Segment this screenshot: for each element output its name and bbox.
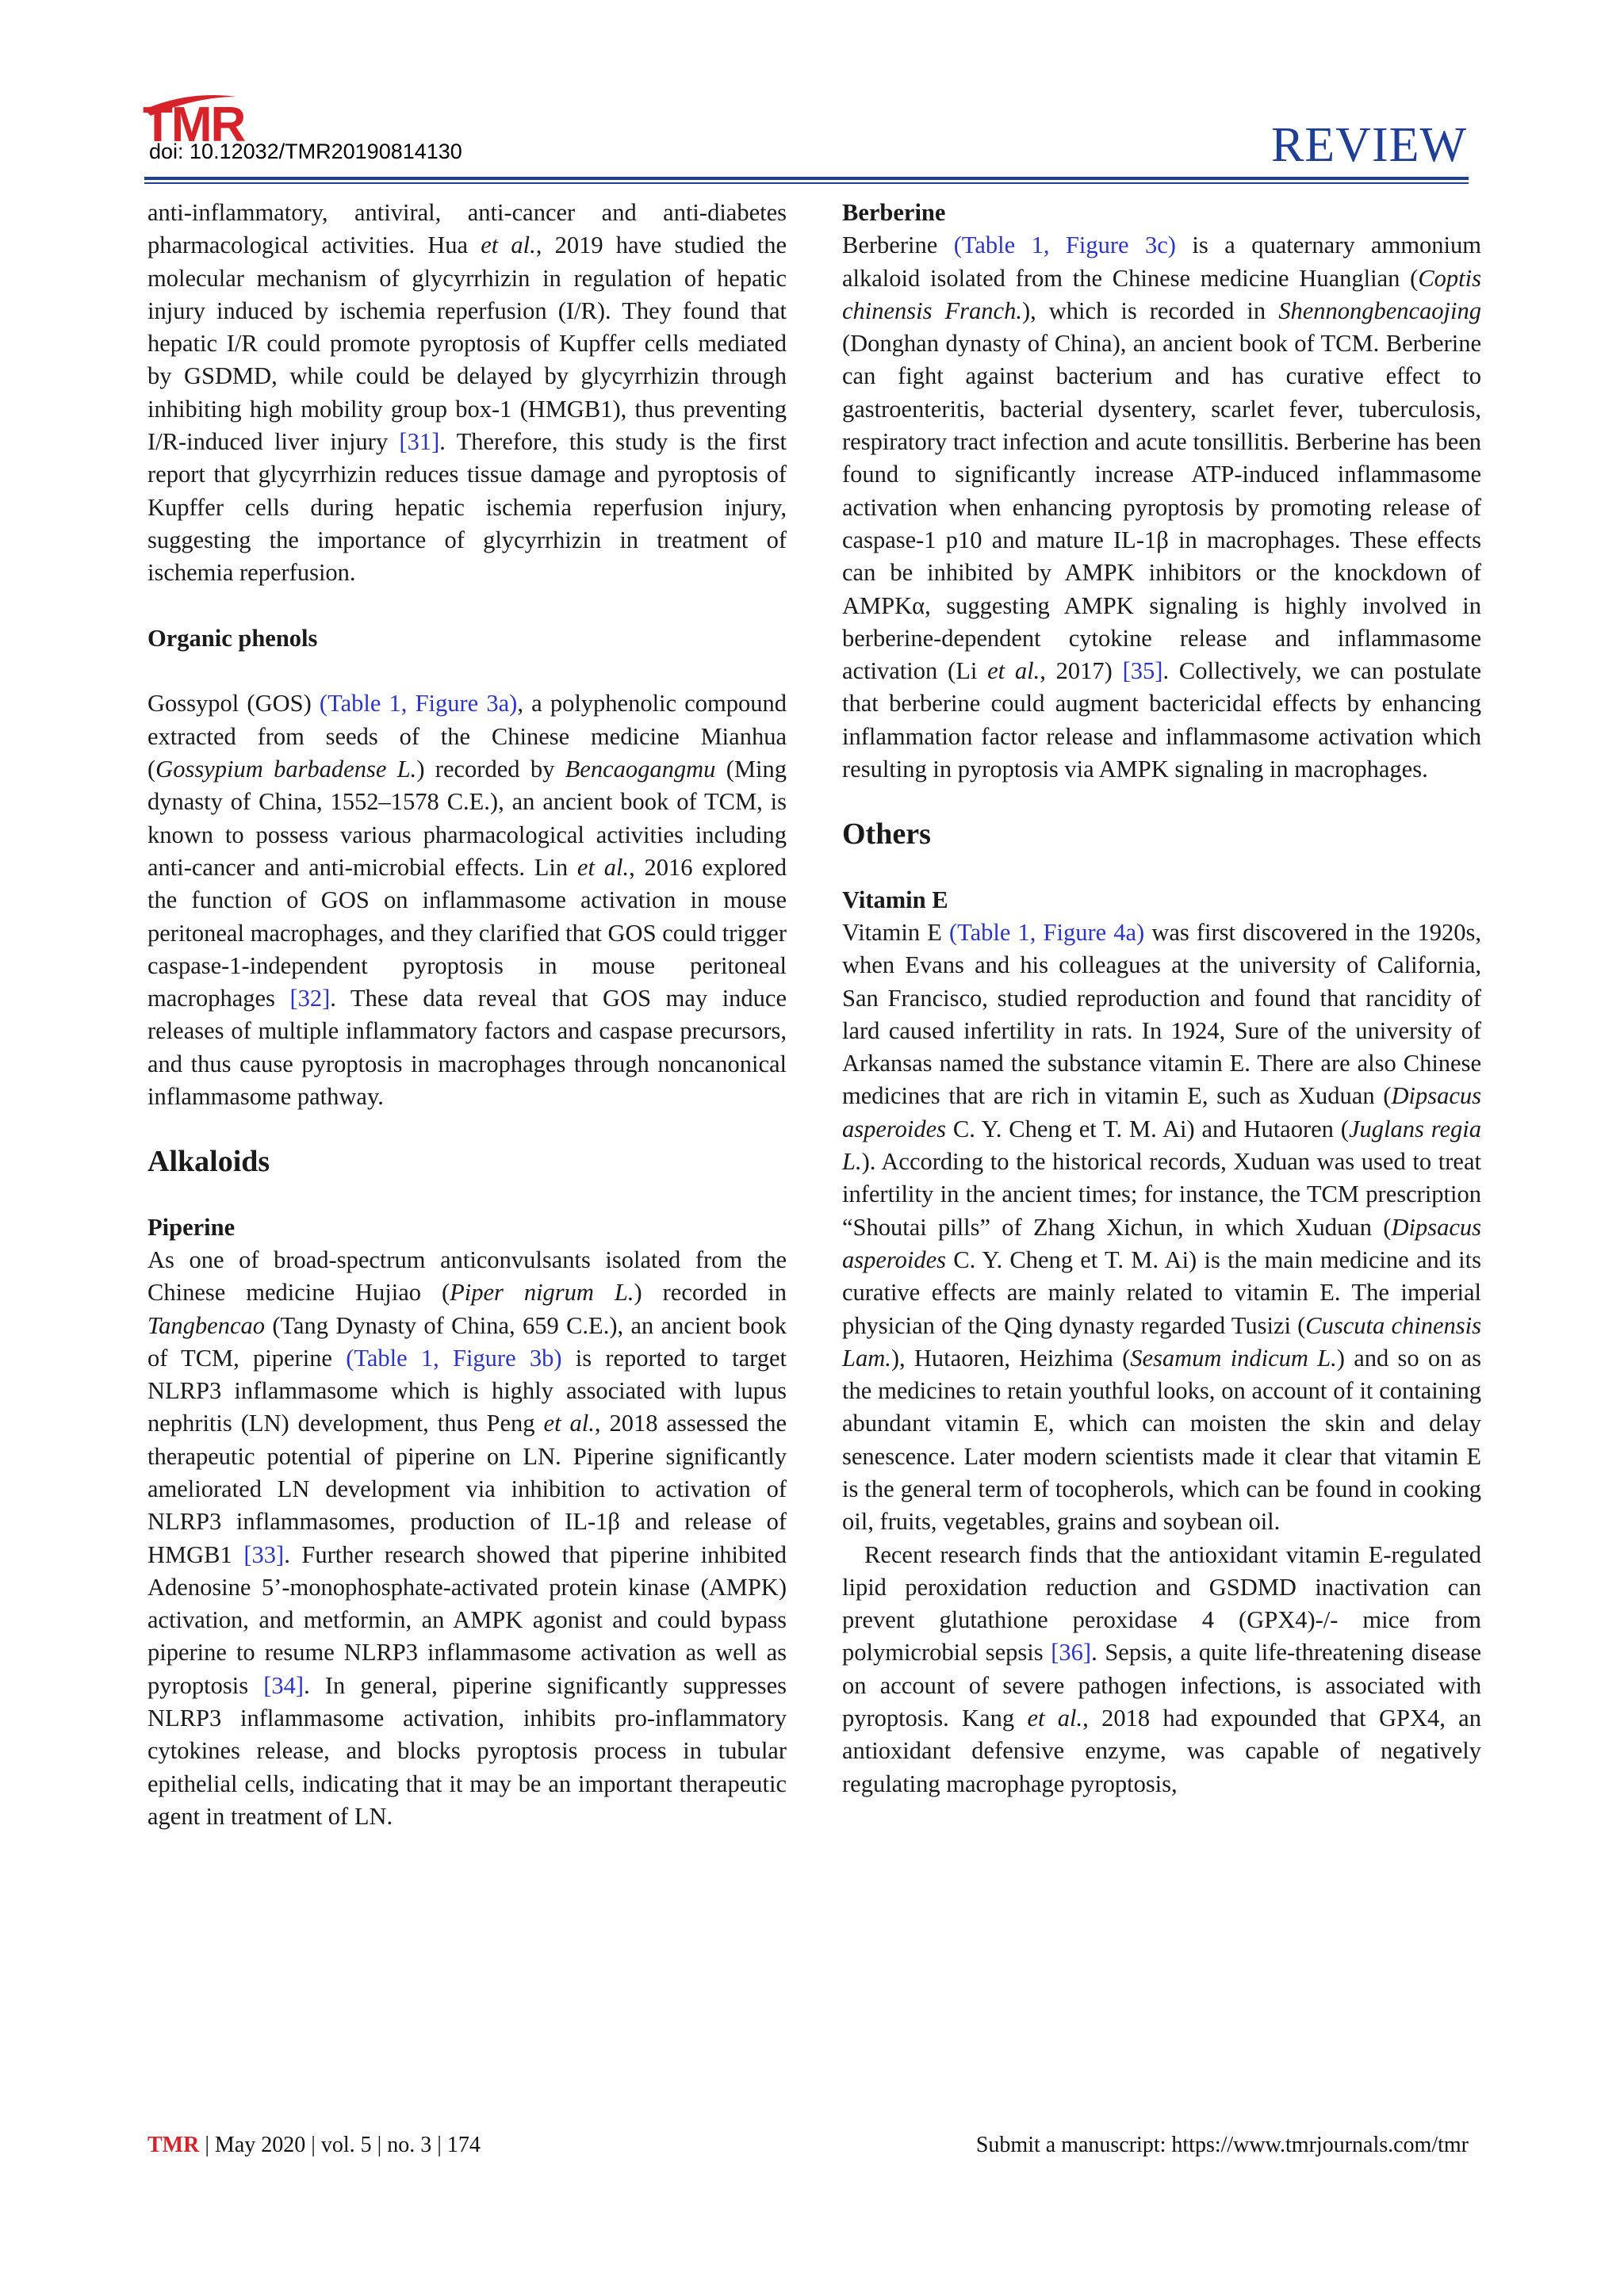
- figure-link[interactable]: (Table 1, Figure 4a): [948, 918, 1145, 946]
- subheading-vitamin-e: Vitamin E: [842, 886, 948, 913]
- doi: doi: 10.12032/TMR20190814130: [149, 140, 462, 163]
- subheading-berberine: Berberine: [842, 199, 946, 226]
- citation-link[interactable]: [33]: [243, 1540, 285, 1568]
- subheading-piperine: Piperine: [147, 1213, 236, 1241]
- paragraph: anti-inflammatory, antiviral, anti-cancer and anti-diabetes pharmacological activities. Hua et al., 2019 have studied the molecular mechanism of glycyrrhizin in regulation of hepatic injury induced by ischemia reperfusion (I/R). They found that hepatic I/R could promote pyroptosis of Kupffer cells mediated by GSDMD, while could be delayed by glycyrrhizin through inhibiting high mobility group box-1 (HMGB1), thus preventing I/R-induced liver injury [31]. Therefore, this study is the first report that glycyrrhizin reduces tissue damage and pyroptosis of Kupffer cells during hepatic ischemia reperfusion injury, suggesting the importance of glycyrrhizin in treatment of ischemia reperfusion.: [147, 199, 787, 587]
- paragraph: Berberine (Table 1, Figure 3c) is a quaternary ammonium alkaloid isolated from the Chinese medicine Huanglian (Coptis chinensis Franch.), which is recorded in Shennongbencaojing (Donghan dynasty of China), an ancient book of TCM. Berberine can fight against bacterium and has curative effect to gastroenteritis, bacterial dysentery, scarlet fever, tuberculosis, respiratory tract infection and acute tonsillitis. Berberine has been found to significantly increase ATP-induced inflammasome activation when enhancing pyroptosis by promoting release of caspase-1 p10 and mature IL-1β in macrophages. These effects can be inhibited by AMPK inhibitors or the knockdown of AMPKα, suggesting AMPK signaling is highly involved in berberine-dependent cytokine release and inflammasome activation (Li et al., 2017) [35]. Collectively, we can postulate that berberine could augment bactericidal effects by enhancing inflammation factor release and inflammasome activation which resulting in pyroptosis via AMPK signaling in macrophages.: [842, 232, 1481, 783]
- left-column: [147, 197, 787, 1833]
- citation-link[interactable]: [34]: [263, 1671, 304, 1699]
- citation-link[interactable]: [35]: [1122, 657, 1163, 685]
- figure-link[interactable]: (Table 1, Figure 3b): [346, 1344, 562, 1372]
- footer-brand: TMR: [147, 2133, 200, 2157]
- figure-link[interactable]: (Table 1, Figure 3a): [319, 690, 518, 718]
- citation-link[interactable]: [32]: [289, 985, 331, 1012]
- paragraph: As one of broad-spectrum anticonvulsants isolated from the Chinese medicine Hujiao (Piper nigrum L.) recorded in Tangbencao (Tang Dynasty of China, 659 C.E.), an ancient book of TCM, piperine (Table 1, Figure 3b) is reported to target NLRP3 inflammasome which is highly associated with lupus nephritis (LN) development, thus Peng et al., 2018 assessed the therapeutic potential of piperine on LN. Piperine significantly ameliorated LN development via inhibition to activation of NLRP3 inflammasomes, production of IL-1β and release of HMGB1 [33]. Further research showed that piperine inhibited Adenosine 5’-monophosphate-activated protein kinase (AMPK) activation, and metformin, an AMPK agonist and could bypass piperine to resume NLRP3 inflammasome activation as well as pyroptosis [34]. In general, piperine significantly suppresses NLRP3 inflammasome activation, inhibits pro-inflammatory cytokines release, and blocks pyroptosis process in tubular epithelial cells, indicating that it may be an important therapeutic agent in treatment of LN.: [147, 1246, 787, 1830]
- svg-text:TMR: TMR: [143, 98, 245, 144]
- citation-link[interactable]: [31]: [399, 428, 440, 456]
- subheading-organic-phenols: Organic phenols: [147, 624, 318, 652]
- section-heading-others: Others: [842, 817, 931, 851]
- footer-citation: TMR | May 2020 | vol. 5 | no. 3 | 174: [147, 2133, 481, 2157]
- header-rule: [144, 177, 1469, 180]
- section-heading-alkaloids: Alkaloids: [147, 1145, 270, 1179]
- article-type-label: REVIEW: [1270, 118, 1467, 172]
- paragraph: Recent research finds that the antioxidant vitamin E-regulated lipid peroxidation reduction and GSDMD inactivation can prevent glutathione peroxidase 4 (GPX4)-/- mice from polymicrobial sepsis [36]. Sepsis, a quite life-threatening disease on account of severe pathogen infections, is associated with pyroptosis. Kang et al., 2018 had expounded that GPX4, an antioxidant defensive enzyme, was capable of negatively regulating macrophage pyroptosis,: [842, 1540, 1481, 1797]
- footer-submit-link[interactable]: Submit a manuscript: https://www.tmrjournals.com/tmr: [975, 2133, 1469, 2157]
- header-rule-thin: [144, 182, 1469, 184]
- tmr-logo: [141, 89, 301, 144]
- right-column: [842, 197, 1481, 1800]
- figure-link[interactable]: (Table 1, Figure 3c): [953, 232, 1176, 259]
- paragraph: Vitamin E (Table 1, Figure 4a) was first discovered in the 1920s, when Evans and his colleagues at the university of California, San Francisco, studied reproduction and found that rancidity of lard caused infertility in rats. In 1924, Sure of the university of Arkansas named the substance vitamin E. There are also Chinese medicines that are rich in vitamin E, such as Xuduan (Dipsacus asperoides C. Y. Cheng et T. M. Ai) and Hutaoren (Juglans regia L.). According to the historical records, Xuduan was used to treat infertility in the ancient times; for instance, the TCM prescription “Shoutai pills” of Zhang Xichun, in which Xuduan (Dipsacus asperoides C. Y. Cheng et T. M. Ai) is the main medicine and its curative effects are mainly related to vitamin E. The imperial physician of the Qing dynasty regarded Tusizi (Cuscuta chinensis Lam.), Hutaoren, Heizhima (Sesamum indicum L.) and so on as the medicines to retain youthful looks, on account of it containing abundant vitamin E, which can moisten the skin and delay senescence. Later modern scientists made it clear that vitamin E is the general term of tocopherols, which can be found in cooking oil, fruits, vegetables, grains and soybean oil.: [842, 918, 1482, 1536]
- paragraph: Gossypol (GOS) (Table 1, Figure 3a), a polyphenolic compound extracted from seeds of the Chinese medicine Mianhua (Gossypium barbadense L.) recorded by Bencaogangmu (Ming dynasty of China, 1552–1578 C.E.), an ancient book of TCM, is known to possess various pharmacological activities including anti-cancer and anti-microbial effects. Lin et al., 2016 explored the function of GOS on inflammasome activation in mouse peritoneal macrophages, and they clarified that GOS could trigger caspase-1-independent pyroptosis in mouse peritoneal macrophages [32]. These data reveal that GOS may induce releases of multiple inflammatory factors and caspase precursors, and thus cause pyroptosis in macrophages through noncanonical inflammasome pathway.: [147, 690, 787, 1111]
- citation-link[interactable]: [36]: [1051, 1639, 1092, 1667]
